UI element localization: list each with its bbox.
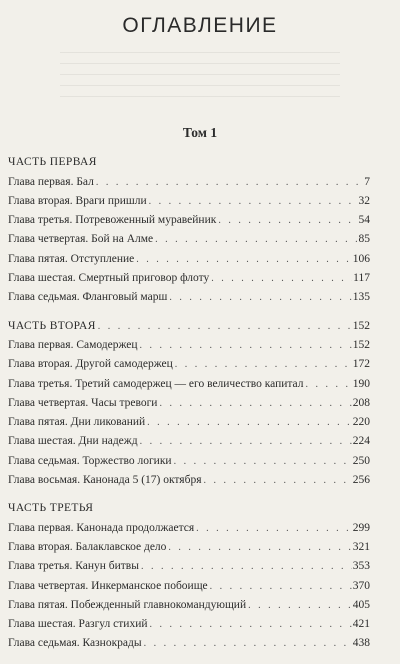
toc-entry: [8, 169, 370, 188]
table-of-contents: [8, 150, 370, 659]
part-title: ЧАСТЬ ТРЕТЬЯ: [8, 502, 94, 515]
toc-entry: [8, 391, 370, 410]
page-number: 135: [352, 291, 370, 304]
page-number: 32: [358, 194, 370, 207]
part-block-3: [8, 496, 370, 650]
toc-entry: [8, 266, 370, 285]
dot-leader: [149, 196, 358, 208]
chapter-title: Глава четвертая. Часы тревоги: [8, 396, 158, 409]
dot-leader: [196, 523, 352, 535]
part-heading: [8, 496, 370, 515]
dot-leader: [140, 436, 352, 448]
toc-entry: [8, 554, 370, 573]
page-number: 7: [364, 175, 370, 188]
toc-entry: [8, 227, 370, 246]
part-block-1: [8, 150, 370, 304]
chapter-title: Глава третья. Канун битвы: [8, 560, 139, 573]
toc-entry: [8, 285, 370, 304]
dot-leader: [98, 321, 352, 333]
dot-leader: [141, 561, 352, 573]
toc-entry: [8, 429, 370, 448]
chapter-title: Глава пятая. Побежденный главнокомандующий: [8, 598, 247, 611]
chapter-title: Глава третья. Третий самодержец — его величество капитал: [8, 377, 304, 390]
chapter-title: Глава седьмая. Торжество логики: [8, 454, 172, 467]
page-number: 85: [358, 233, 370, 246]
part-block-2: [8, 313, 370, 487]
chapter-title: Глава восьмая. Канонада 5 (17) октября: [8, 474, 202, 487]
toc-entry: [8, 189, 370, 208]
chapter-title: Глава первая. Канонада продолжается: [8, 521, 195, 534]
chapter-title: Глава четвертая. Инкерманское побоище: [8, 579, 208, 592]
page-number: 321: [352, 540, 370, 553]
toc-entry: [8, 612, 370, 631]
toc-entry: [8, 468, 370, 487]
chapter-title: Глава вторая. Балаклавское дело: [8, 540, 167, 553]
chapter-title: Глава третья. Потревоженный муравейник: [8, 214, 217, 227]
page-number: 353: [352, 560, 370, 573]
part-page: 152: [352, 319, 370, 332]
toc-entry: [8, 208, 370, 227]
dot-leader: [248, 600, 352, 612]
toc-entry: [8, 535, 370, 554]
dot-leader: [175, 359, 352, 371]
part-heading: [8, 150, 370, 169]
chapter-title: Глава первая. Самодержец: [8, 338, 138, 351]
page-number: 54: [358, 214, 370, 227]
dot-leader: [168, 542, 351, 554]
dot-leader: [203, 475, 351, 487]
chapter-title: Глава седьмая. Фланговый марш: [8, 291, 168, 304]
chapter-title: Глава шестая. Разгул стихий: [8, 618, 148, 631]
volume-title: Том 1: [182, 125, 218, 140]
page-number: 117: [353, 272, 370, 285]
toc-entry: [8, 593, 370, 612]
dot-leader: [211, 273, 352, 285]
dot-leader: [306, 379, 352, 391]
page-number: 224: [352, 435, 370, 448]
toc-entry: [8, 352, 370, 371]
page-number: 299: [352, 521, 370, 534]
chapter-title: Глава первая. Бал: [8, 175, 94, 188]
chapter-title: Глава седьмая. Казнокрады: [8, 637, 142, 650]
chapter-title: Глава пятая. Отступление: [8, 252, 135, 265]
page-number: 438: [352, 637, 370, 650]
page-number: 250: [352, 454, 370, 467]
dot-leader: [155, 234, 357, 246]
dot-leader: [174, 456, 352, 468]
page-number: 256: [352, 474, 370, 487]
page-number: 405: [352, 598, 370, 611]
dot-leader: [159, 398, 351, 410]
toc-entry: [8, 573, 370, 592]
toc-entry: [8, 333, 370, 352]
dot-leader: [150, 619, 352, 631]
chapter-title: Глава вторая. Враги пришли: [8, 194, 147, 207]
chapter-title: Глава шестая. Дни надежд: [8, 435, 138, 448]
toc-entry: [8, 631, 370, 650]
toc-entry: [8, 410, 370, 429]
toc-entry: [8, 448, 370, 467]
part-heading: [8, 313, 370, 332]
part-title: ЧАСТЬ ПЕРВАЯ: [8, 156, 97, 169]
dot-leader: [169, 292, 351, 304]
show-through-text: [60, 52, 340, 102]
toc-entry: [8, 371, 370, 390]
page-number: 208: [352, 396, 370, 409]
page-title: ОГЛАВЛЕНИЕ: [122, 14, 278, 37]
dot-leader: [140, 340, 352, 352]
page-number: 421: [352, 618, 370, 631]
page-number: 370: [352, 579, 370, 592]
page-number: 152: [352, 338, 370, 351]
dot-leader: [96, 177, 363, 189]
page-number: 220: [352, 416, 370, 429]
chapter-title: Глава пятая. Дни ликований: [8, 416, 146, 429]
page-number: 172: [352, 358, 370, 371]
dot-leader: [218, 215, 357, 227]
dot-leader: [136, 254, 352, 266]
toc-entry: [8, 246, 370, 265]
page-number: 190: [352, 377, 370, 390]
page-number: 106: [352, 252, 370, 265]
toc-entry: [8, 515, 370, 534]
part-title: ЧАСТЬ ВТОРАЯ: [8, 319, 96, 332]
dot-leader: [210, 581, 352, 593]
chapter-title: Глава шестая. Смертный приговор флоту: [8, 272, 210, 285]
dot-leader: [147, 417, 352, 429]
dot-leader: [144, 638, 352, 650]
chapter-title: Глава вторая. Другой самодержец: [8, 358, 173, 371]
chapter-title: Глава четвертая. Бой на Алме: [8, 233, 154, 246]
